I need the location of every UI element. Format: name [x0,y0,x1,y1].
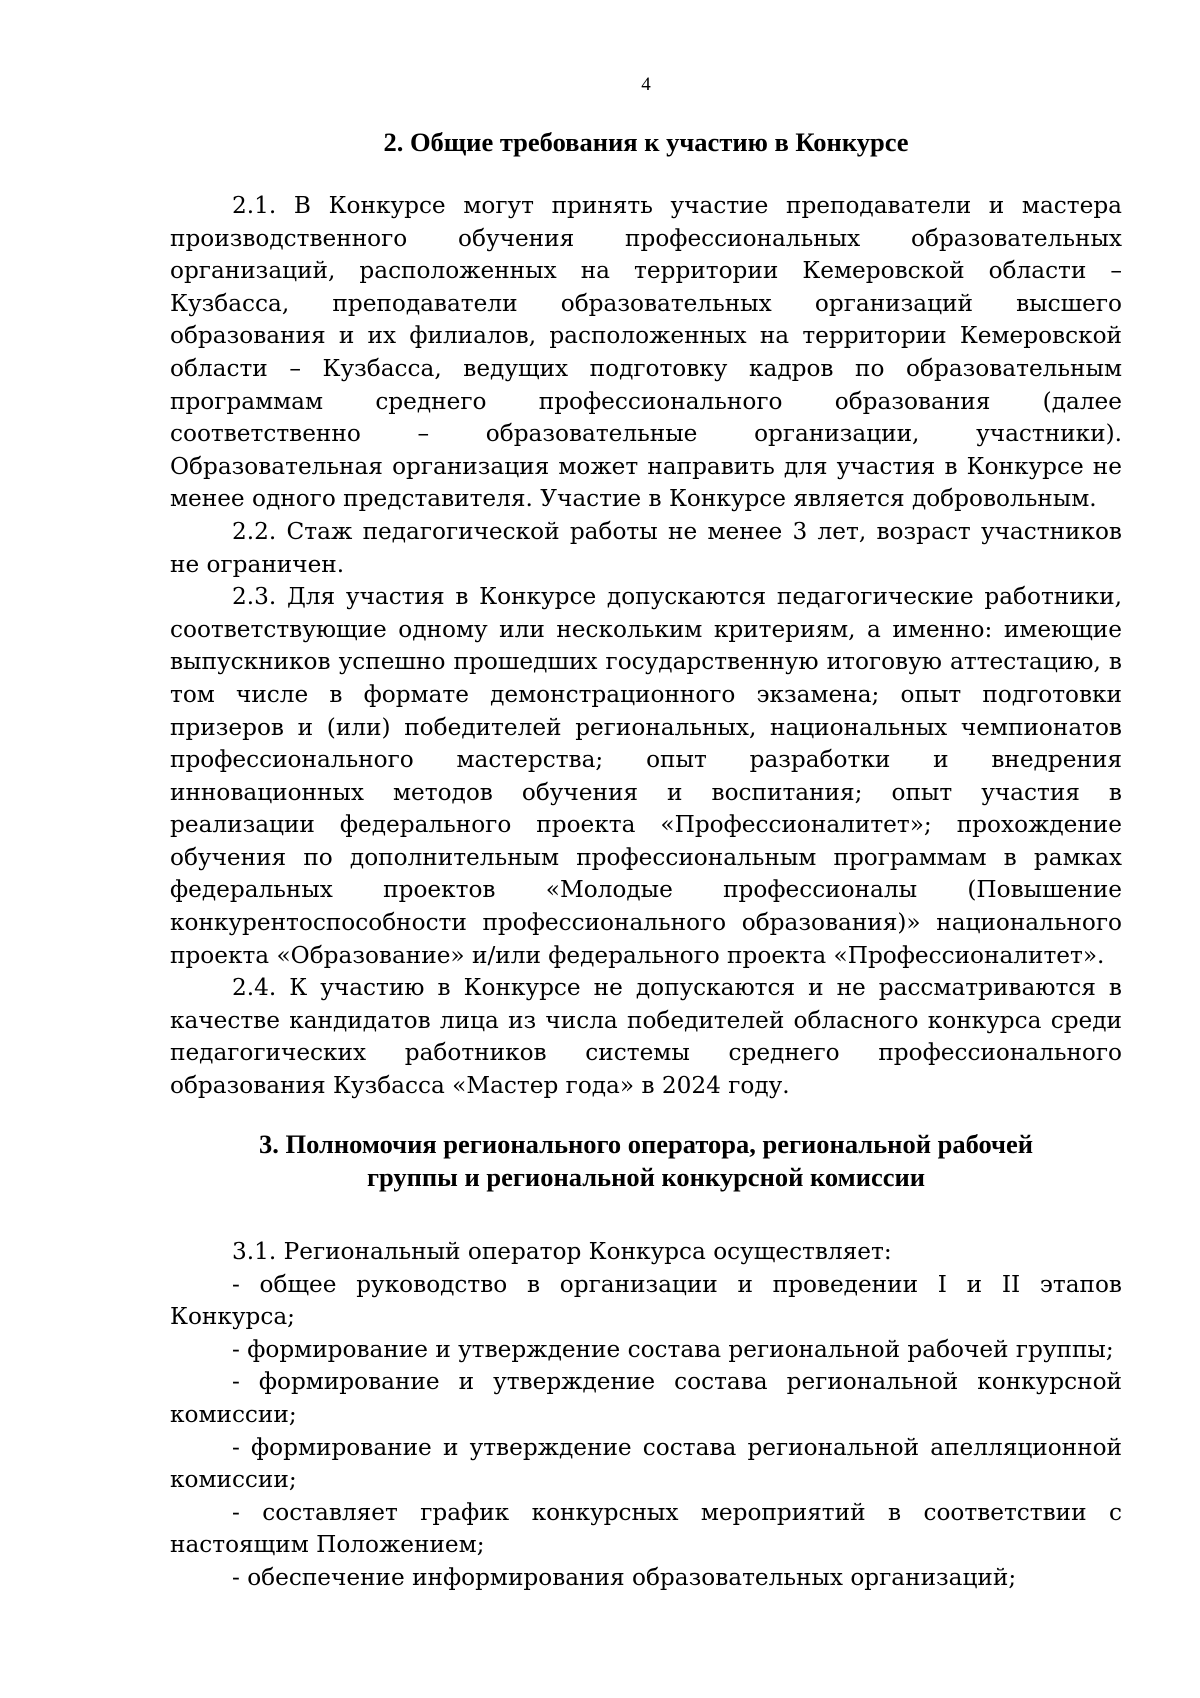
paragraph-2-2: 2.2. Стаж педагогической работы не менее 3 лет, возраст участников не ограничен. [170,517,1122,578]
section-3-heading [170,1128,1122,1194]
paragraph-2-4: 2.4. К участию в Конкурсе не допускаются и не рассматриваются в качестве кандидатов лица из числа победителей обласного конкурса среди педагогических работников системы среднего профессионального образования Кузбасса «Мастер года» в 2024 году. [170,974,1122,1100]
section-2-body [170,190,1122,1103]
list-item-schedule: - составляет график конкурсных мероприятий в соответствии с настоящим Положением; [170,1498,1122,1559]
section-3-body [170,1236,1122,1595]
list-item-working-group: - формирование и утверждение состава региональной рабочей группы; [232,1335,1114,1363]
section-3-heading-line-1: 3. Полномочия регионального оператора, региональной рабочей [258,1129,1034,1159]
section-3-heading-line-2: группы и региональной конкурсной комиссии [366,1162,926,1192]
list-item-appeal-commission: - формирование и утверждение состава региональной апелляционной комиссии; [170,1433,1122,1494]
paragraph-2-3: 2.3. Для участия в Конкурсе допускаются педагогические работники, соответствующие одному или нескольким критериям, а именно: имеющие выпускников успешно прошедших государственную итоговую аттестацию, в том числе в формате демонстрационного экзамена; опыт подготовки призеров и (или) победителей региональных, национальных чемпионатов профессионального мастерства; опыт разработки и внедрения инновационных методов обучения и воспитания; опыт участия в реализации федерального проекта «Профессионалитет»; прохождение обучения по дополнительным профессиональным программам в рамках федеральных проектов «Молодые профессионалы (Повышение конкурентоспособности профессионального образования)» национального проекта «Образование» и/или федерального проекта «Профессионалитет». [170,583,1122,969]
paragraph-2-1: 2.1. В Конкурсе могут принять участие преподаватели и мастера производственного обучения профессиональных образовательных организаций, расположенных на территории Кемеровской области – Кузбасса, преподаватели образовательных организаций высшего образования и их филиалов, расположенных на территории Кемеровской области – Кузбасса, ведущих подготовку кадров по образовательным программам среднего профессионального образования (далее соответственно – образовательные организации, участники). Образовательная организация может направить для участия в Конкурсе не менее одного представителя. Участие в Конкурсе является добровольным. [170,192,1122,513]
paragraph-3-1: 3.1. Региональный оператор Конкурса осуществляет: [232,1238,892,1265]
page-number: 4 [641,74,651,95]
list-item-competition-commission: - формирование и утверждение состава региональной конкурсной комиссии; [170,1368,1122,1428]
list-item-informing: - обеспечение информирования образовательных организаций; [232,1563,1017,1591]
section-2-heading: 2. Общие требования к участию в Конкурсе [383,127,909,157]
list-item-general-management: - общее руководство в организации и проведении I и II этапов Конкурса; [170,1270,1122,1331]
